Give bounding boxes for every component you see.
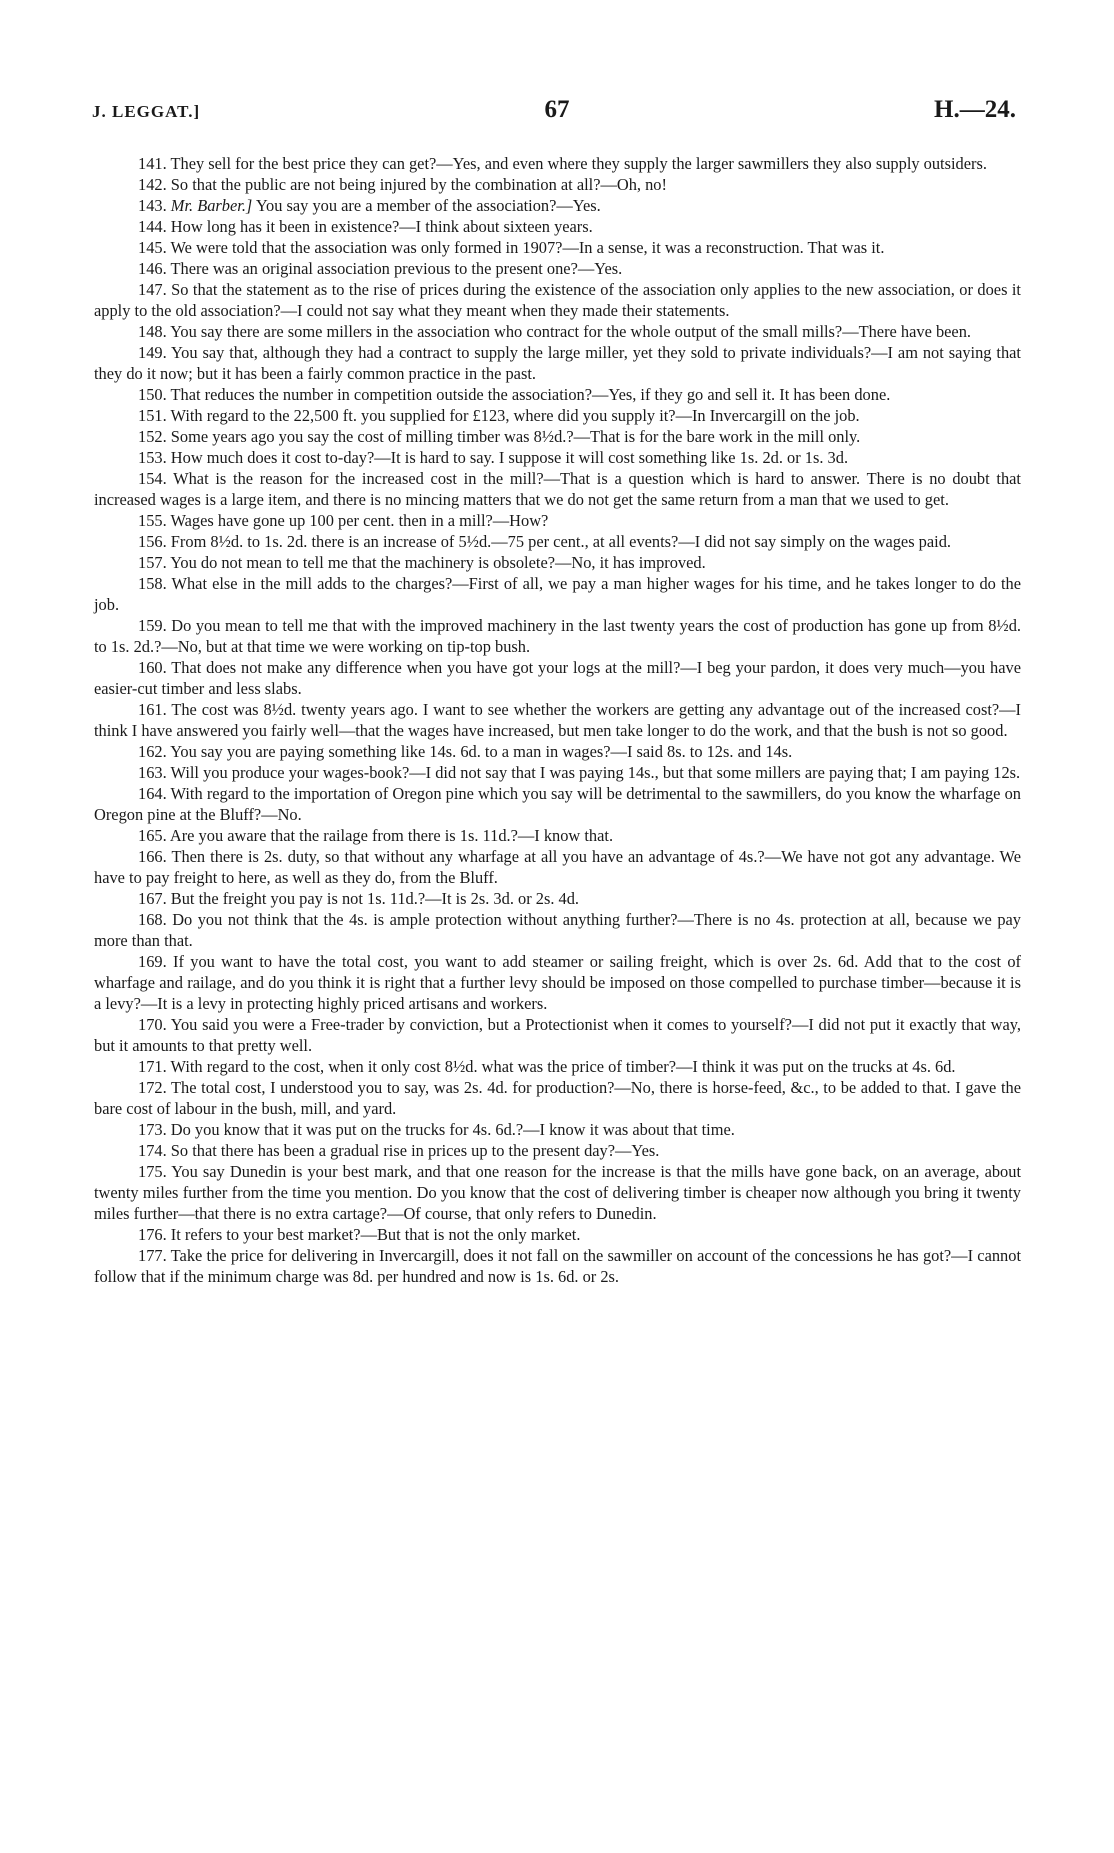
question-answer-text: Then there is 2s. duty, so that without any wharfage at all you have an advantage of 4s.?—We have not got any advantage. We have to pay freight to here, as well as they do, from the Bluff. <box>94 847 1021 887</box>
question-number: 175. <box>138 1162 167 1181</box>
question-answer-text: Are you aware that the railage from there is 1s. 11d.?—I know that. <box>169 826 614 845</box>
question-number: 159. <box>138 616 167 635</box>
question-answer-text: You say you are a member of the association?—Yes. <box>255 196 601 215</box>
question-number: 148. <box>138 322 167 341</box>
question-paragraph <box>94 1077 1021 1119</box>
question-paragraph <box>94 216 1021 237</box>
question-number: 152. <box>138 427 167 446</box>
question-paragraph <box>94 405 1021 426</box>
question-answer-text: Do you mean to tell me that with the improved machinery in the last twenty years the cost of production has gone up from 8½d. to 1s. 2d.?—No, but at that time we were working on tip-top bush. <box>94 616 1021 656</box>
question-paragraph <box>94 258 1021 279</box>
question-answer-text: That reduces the number in competition outside the association?—Yes, if they go and sell it. It has been done. <box>170 385 891 404</box>
question-answer-text: The cost was 8½d. twenty years ago. I want to see whether the workers are getting any advantage out of the increased cost?—I think I have answered you fairly well—that the wages have increased, but men take longer to do the work, and that the bush is not so good. <box>94 700 1022 740</box>
question-answer-text: Some years ago you say the cost of milling timber was 8½d.?—That is for the bare work in the mill only. <box>170 427 861 446</box>
question-paragraph <box>94 615 1021 657</box>
question-answer-text: With regard to the 22,500 ft. you supplied for £123, where did you supply it?—In Invercargill on the job. <box>170 406 860 425</box>
question-answer-text: From 8½d. to 1s. 2d. there is an increase of 5½d.—75 per cent., at all events?—I did not say simply on the wages paid. <box>170 532 952 551</box>
question-answer-text: You say that, although they had a contract to supply the large miller, yet they sold to private individuals?—I am not saying that they do it now; but it has been a fairly common practice in the past. <box>94 343 1021 383</box>
question-answer-text: How long has it been in existence?—I think about sixteen years. <box>170 217 593 236</box>
question-paragraph <box>94 783 1021 825</box>
question-answer-text: We were told that the association was only formed in 1907?—In a sense, it was a reconstruction. That was it. <box>170 238 885 257</box>
question-number: 162. <box>138 742 167 761</box>
question-answer-text: What is the reason for the increased cost in the mill?—That is a question which is hard to answer. There is no doubt that increased wages is a large item, and there is no mincing matters that we do not get the same return from a man that we used to get. <box>94 469 1021 509</box>
question-paragraph <box>94 1224 1021 1245</box>
question-paragraph <box>94 426 1021 447</box>
question-paragraph <box>94 510 1021 531</box>
question-number: 170. <box>138 1015 167 1034</box>
question-answer-text: Will you produce your wages-book?—I did not say that I was paying 14s., but that some millers are paying that; I am paying 12s. <box>170 763 1021 782</box>
question-number: 176. <box>138 1225 167 1244</box>
question-answer-text: So that there has been a gradual rise in prices up to the present day?—Yes. <box>170 1141 660 1160</box>
testimony-body <box>94 153 1021 1287</box>
question-paragraph <box>94 846 1021 888</box>
question-answer-text: That does not make any difference when you have got your logs at the mill?—I beg your pardon, it does very much—you have easier-cut timber and less slabs. <box>94 658 1021 698</box>
question-answer-text: Do you know that it was put on the trucks for 4s. 6d.?—I know it was about that time. <box>170 1120 735 1139</box>
question-answer-text: Wages have gone up 100 per cent. then in a mill?—How? <box>170 511 549 530</box>
question-number: 146. <box>138 259 167 278</box>
question-number: 167. <box>138 889 167 908</box>
question-number: 164. <box>138 784 167 803</box>
question-answer-text: What else in the mill adds to the charges?—First of all, we pay a man higher wages for his time, and he takes longer to do the job. <box>94 574 1021 614</box>
speaker-label: Mr. Barber.] <box>170 196 253 215</box>
question-number: 147. <box>138 280 167 299</box>
question-number: 171. <box>138 1057 167 1076</box>
paper-reference: H.—24. <box>934 96 1016 123</box>
question-paragraph <box>94 951 1021 1014</box>
question-paragraph <box>94 447 1021 468</box>
question-answer-text: So that the statement as to the rise of prices during the existence of the association only applies to the new association, or does it apply to the old association?—I could not say what they meant when they made their statements. <box>94 280 1021 320</box>
question-answer-text: But the freight you pay is not 1s. 11d.?—It is 2s. 3d. or 2s. 4d. <box>170 889 580 908</box>
question-paragraph <box>94 909 1021 951</box>
question-paragraph <box>94 1119 1021 1140</box>
question-number: 153. <box>138 448 167 467</box>
page-header <box>92 96 1022 136</box>
question-number: 141. <box>138 154 167 173</box>
question-paragraph <box>94 888 1021 909</box>
question-paragraph <box>94 174 1021 195</box>
question-number: 173. <box>138 1120 167 1139</box>
question-paragraph <box>94 1161 1021 1224</box>
question-number: 158. <box>138 574 167 593</box>
question-number: 177. <box>138 1246 167 1265</box>
question-answer-text: With regard to the cost, when it only cost 8½d. what was the price of timber?—I think it was put on the trucks at 4s. 6d. <box>170 1057 956 1076</box>
question-paragraph <box>94 657 1021 699</box>
question-answer-text: The total cost, I understood you to say, was 2s. 4d. for production?—No, there is horse-feed, &c., to be added to that. I gave the bare cost of labour in the bush, mill, and yard. <box>94 1078 1021 1118</box>
question-answer-text: You do not mean to tell me that the machinery is obsolete?—No, it has improved. <box>170 553 706 572</box>
question-number: 161. <box>138 700 167 719</box>
question-paragraph <box>94 699 1021 741</box>
question-paragraph <box>94 1140 1021 1161</box>
question-answer-text: There was an original association previous to the present one?—Yes. <box>170 259 623 278</box>
question-answer-text: So that the public are not being injured by the combination at all?—Oh, no! <box>170 175 667 194</box>
question-number: 143. <box>138 196 167 215</box>
question-answer-text: Do you not think that the 4s. is ample protection without anything further?—There is no 4s. protection at all, because we pay more than that. <box>94 910 1021 950</box>
question-number: 166. <box>138 847 167 866</box>
page-number: 67 <box>544 96 570 123</box>
question-answer-text: If you want to have the total cost, you want to add steamer or sailing freight, which is over 2s. 6d. Add that to the cost of wharfage and railage, and do you think it is right that a further levy should be imposed on those compelled to purchase timber—because it is a levy?—It is a levy in protecting highly priced artisans and workers. <box>94 952 1021 1013</box>
question-paragraph <box>94 741 1021 762</box>
question-paragraph <box>94 1014 1021 1056</box>
question-number: 154. <box>138 469 167 488</box>
question-paragraph <box>94 552 1021 573</box>
question-number: 142. <box>138 175 167 194</box>
question-number: 172. <box>138 1078 167 1097</box>
question-number: 169. <box>138 952 167 971</box>
question-number: 168. <box>138 910 167 929</box>
question-number: 165. <box>138 826 167 845</box>
question-paragraph <box>94 237 1021 258</box>
question-number: 156. <box>138 532 167 551</box>
question-number: 157. <box>138 553 167 572</box>
question-paragraph <box>94 195 1021 216</box>
question-paragraph <box>94 342 1021 384</box>
question-paragraph <box>94 468 1021 510</box>
question-number: 160. <box>138 658 167 677</box>
question-paragraph <box>94 762 1021 783</box>
question-number: 150. <box>138 385 167 404</box>
question-answer-text: You say you are paying something like 14s. 6d. to a man in wages?—I said 8s. to 12s. and 14s. <box>170 742 793 761</box>
question-answer-text: You say Dunedin is your best mark, and that one reason for the increase is that the mills have gone back, on an average, about twenty miles further from the time you mention. Do you know that the cost of delivering timber is cheaper now although you bring it twenty miles further—that there is no extra cartage?—Of course, that only refers to Dunedin. <box>94 1162 1021 1223</box>
question-number: 155. <box>138 511 167 530</box>
question-answer-text: It refers to your best market?—But that is not the only market. <box>170 1225 581 1244</box>
question-paragraph <box>94 573 1021 615</box>
running-head-witness: J. LEGGAT.] <box>92 102 201 121</box>
question-answer-text: With regard to the importation of Oregon pine which you say will be detrimental to the sawmillers, do you know the wharfage on Oregon pine at the Bluff?—No. <box>94 784 1021 824</box>
question-paragraph <box>94 531 1021 552</box>
question-number: 151. <box>138 406 167 425</box>
question-number: 149. <box>138 343 167 362</box>
question-answer-text: How much does it cost to-day?—It is hard to say. I suppose it will cost something like 1s. 2d. or 1s. 3d. <box>170 448 849 467</box>
question-paragraph <box>94 321 1021 342</box>
question-answer-text: Take the price for delivering in Invercargill, does it not fall on the sawmiller on account of the concessions he has got?—I cannot follow that if the minimum charge was 8d. per hundred and now is 1s. 6d. or 2s. <box>94 1246 1021 1286</box>
question-answer-text: You say there are some millers in the association who contract for the whole output of the small mills?—There have been. <box>170 322 971 341</box>
question-answer-text: They sell for the best price they can get?—Yes, and even where they supply the larger sawmillers they also supply outsiders. <box>170 154 987 173</box>
question-number: 174. <box>138 1141 167 1160</box>
question-answer-text: You said you were a Free-trader by conviction, but a Protectionist when it comes to yourself?—I did not put it exactly that way, but it amounts to that pretty well. <box>94 1015 1021 1055</box>
question-paragraph <box>94 1245 1021 1287</box>
question-number: 144. <box>138 217 167 236</box>
question-paragraph <box>94 153 1021 174</box>
question-paragraph <box>94 279 1021 321</box>
question-paragraph <box>94 384 1021 405</box>
question-number: 145. <box>138 238 167 257</box>
question-number: 163. <box>138 763 167 782</box>
question-paragraph <box>94 825 1021 846</box>
question-paragraph <box>94 1056 1021 1077</box>
